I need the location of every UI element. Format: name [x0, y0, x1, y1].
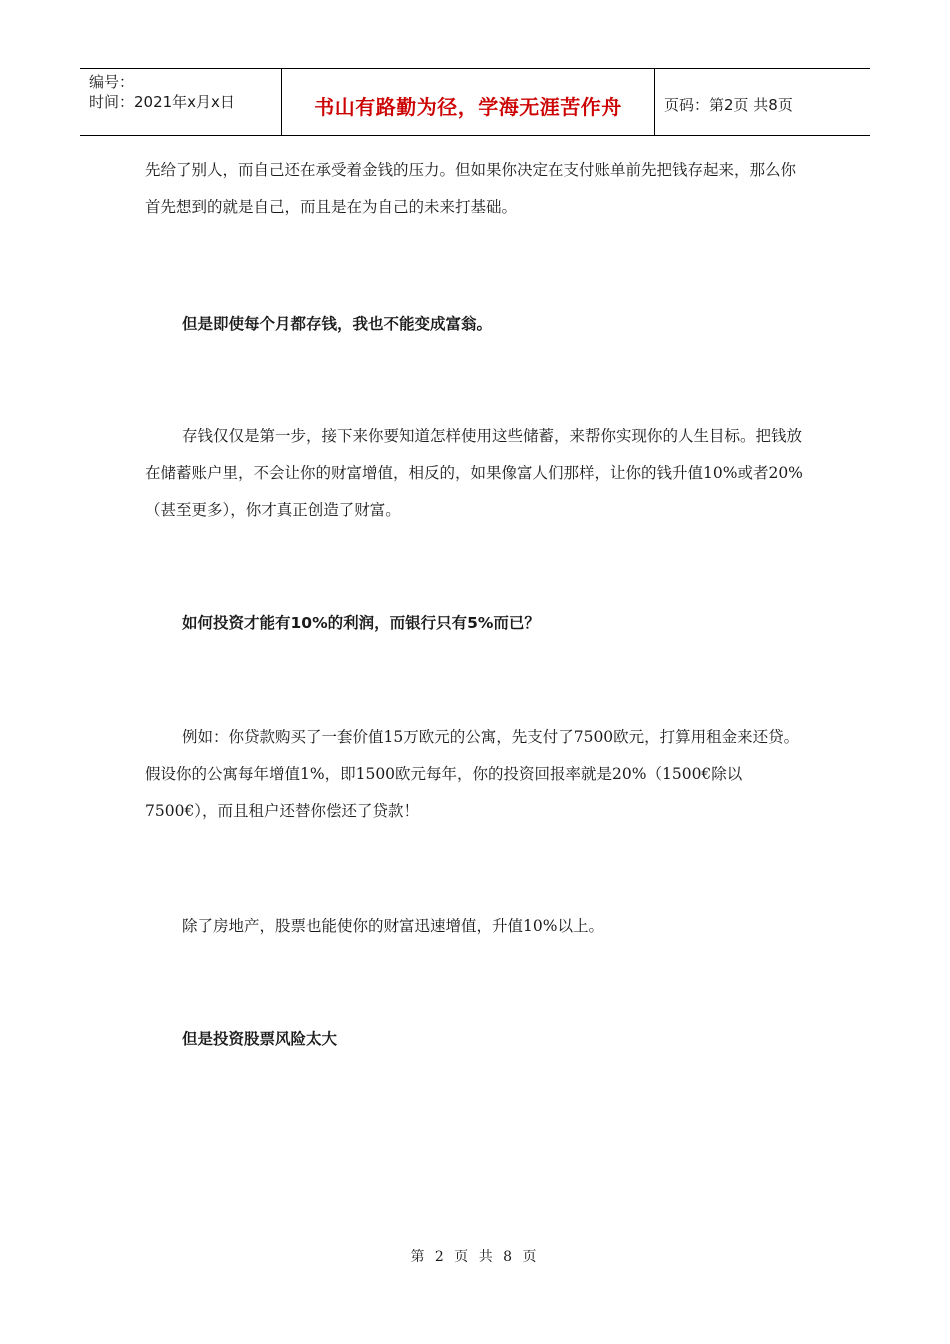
heading-stock-risk: 但是投资股票风险太大: [182, 1030, 338, 1048]
header-motto-cell: [282, 69, 655, 135]
header-motto: 书山有路勤为径，学海无涯苦作舟: [314, 94, 622, 119]
page-footer: 第 2 页 共 8 页: [410, 1249, 540, 1265]
paragraph-stocks: 除了房地产，股票也能使你的财富迅速增值，升值10%以上。: [182, 917, 604, 935]
paragraph-continuation: 先给了别人，而自己还在承受着金钱的压力。但如果你决定在支付账单前先把钱存起来，那么你首先想到的就是自己，而且是在为自己的未来打基础。: [145, 161, 797, 216]
heading-how-to-invest: 如何投资才能有10%的利润，而银行只有5%而已？: [182, 614, 540, 632]
heading-saving-not-rich: 但是即使每个月都存钱，我也不能变成富翁。: [182, 315, 493, 333]
document-time-label: 时间：2021年x月x日: [89, 93, 235, 111]
header-meta-cell: [80, 69, 282, 135]
document-number-label: 编号：: [89, 73, 135, 91]
paragraph-saving-first-step: 存钱仅仅是第一步，接下来你要知道怎样使用这些储蓄，来帮你实现你的人生目标。把钱放在储蓄账户里，不会让你的财富增值，相反的，如果像富人们那样，让你的钱升值10%或者20%（甚至更多），你才真正创造了财富。: [145, 427, 803, 519]
paragraph-real-estate-example: 例如：你贷款购买了一套价值15万欧元的公寓，先支付了7500欧元，打算用租金来还贷。假设你的公寓每年增值1%，即1500欧元每年，你的投资回报率就是20%（1500€除以7500€），而且租户还替你偿还了贷款！: [145, 728, 800, 820]
header-page-info: 页码：第2页 共8页: [664, 95, 793, 114]
document-header: [80, 68, 870, 136]
header-page-cell: [655, 69, 870, 135]
